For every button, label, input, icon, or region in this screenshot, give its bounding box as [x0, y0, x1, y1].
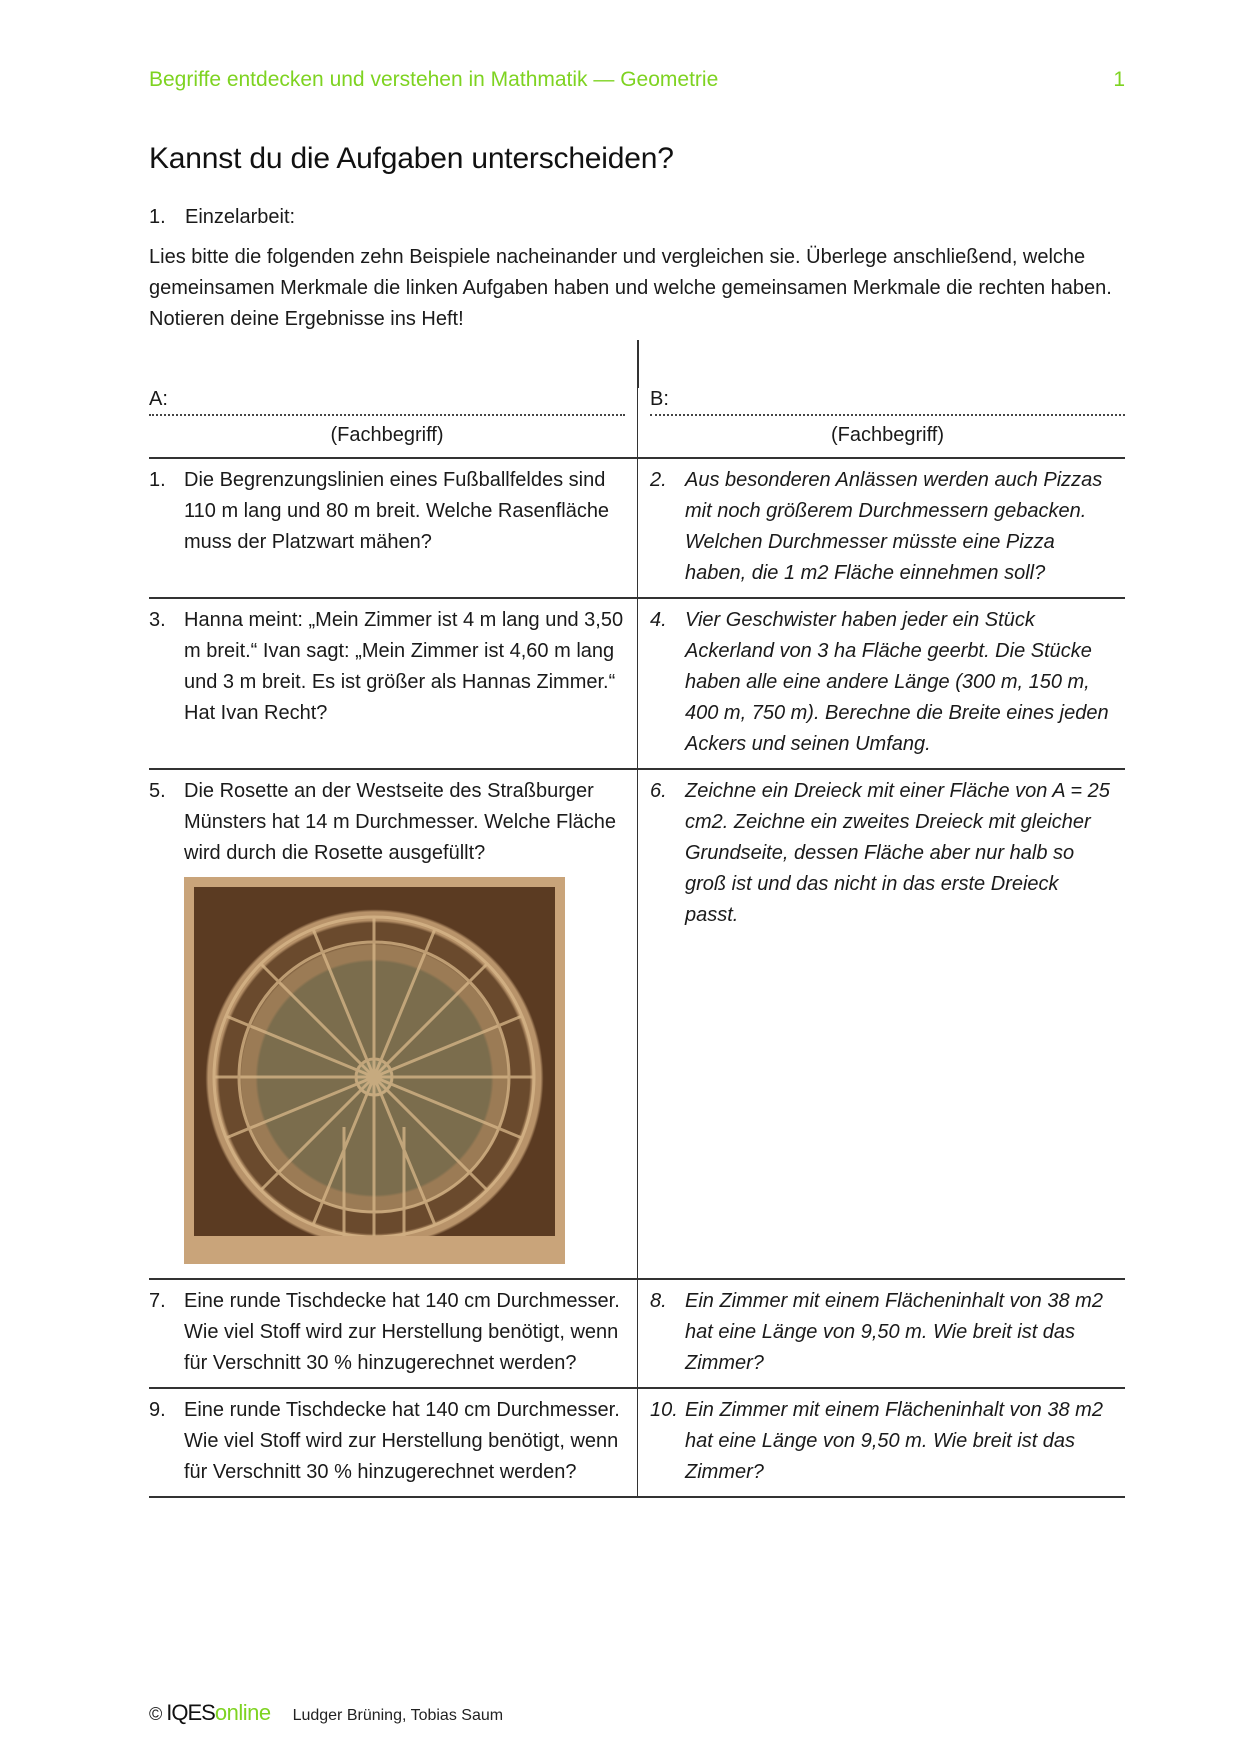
table-row — [149, 1387, 1125, 1498]
table-row — [149, 597, 1125, 768]
task-text: Die Begrenzungslinien eines Fußballfeldes sind 110 m lang und 80 m breit. Welche Rasenfläche muss der Platzwart mähen? — [184, 469, 610, 553]
task-heading — [149, 206, 295, 229]
column-b-label: B: — [650, 388, 669, 410]
task-number: 1. — [149, 469, 166, 491]
task-cell-right — [637, 459, 1125, 597]
comparison-table — [149, 340, 1125, 1498]
task-number: 8. — [650, 1290, 667, 1312]
table-row — [149, 457, 1125, 597]
task-number: 4. — [650, 609, 667, 631]
task-cell-right — [637, 599, 1125, 768]
task-number: 6. — [650, 780, 667, 802]
task-number: 3. — [149, 609, 166, 631]
task-text: Eine runde Tischdecke hat 140 cm Durchmesser. Wie viel Stoff wird zur Herstellung benötigt, wenn für Verschnitt 30 % hinzugerechnet werden? — [184, 1399, 620, 1483]
task-label: Einzelarbeit: — [185, 206, 296, 228]
task-cell-right — [637, 770, 1125, 1278]
task-cell-left — [149, 599, 637, 768]
task-text: Zeichne ein Dreieck mit einer Fläche von A = 25 cm2. Zeichne ein zweites Dreieck mit gleicher Grundseite, dessen Fläche aber nur halb so groß ist und das nicht in das erste Dreieck passt. — [685, 780, 1110, 926]
brand-logo-main: IQES — [166, 1700, 215, 1725]
task-number: 1. — [149, 206, 166, 228]
series-title: Begriffe entdecken und verstehen in Mathmatik — Geometrie — [149, 68, 719, 91]
task-text: Aus besonderen Anlässen werden auch Pizzas mit noch größerem Durchmessern gebacken. Welchen Durchmesser müsste eine Pizza haben, die 1 m2 Fläche einnehmen soll? — [685, 469, 1103, 584]
rose-window-photo — [184, 877, 565, 1264]
table-header-row — [149, 340, 1125, 457]
task-instructions: Lies bitte die folgenden zehn Beispiele nacheinander und vergleichen sie. Überlege anschließend, welche gemeinsamen Merkmale die linken Aufgaben haben und welche gemeinsamen Merkmale die rechten haben. Notieren deine Ergebnisse ins Heft! — [149, 246, 1112, 330]
column-a-caption: (Fachbegriff) — [330, 424, 444, 446]
task-cell-left — [149, 770, 637, 1278]
task-cell-left — [149, 1280, 637, 1387]
task-number: 9. — [149, 1399, 166, 1421]
task-text: Ein Zimmer mit einem Flächeninhalt von 38 m2 hat eine Länge von 9,50 m. Wie breit ist das Zimmer? — [685, 1290, 1103, 1374]
task-text: Die Rosette an der Westseite des Straßburger Münsters hat 14 m Durchmesser. Welche Fläche wird durch die Rosette ausgefüllt? — [184, 780, 617, 864]
page-number: 1 — [1113, 68, 1125, 91]
authors: Ludger Brüning, Tobias Saum — [292, 1707, 504, 1724]
page-title: Kannst du die Aufgaben unterscheiden? — [149, 142, 674, 175]
task-text: Eine runde Tischdecke hat 140 cm Durchmesser. Wie viel Stoff wird zur Herstellung benötigt, wenn für Verschnitt 30 % hinzugerechnet werden? — [184, 1290, 620, 1374]
header-cell-b — [637, 340, 1125, 457]
brand-logo-sub: online — [214, 1700, 271, 1725]
task-cell-left — [149, 459, 637, 597]
task-number: 10. — [650, 1399, 678, 1421]
header-cell-a — [149, 340, 637, 457]
page-footer — [149, 1700, 503, 1726]
page-header — [149, 68, 1129, 92]
task-number: 2. — [650, 469, 667, 491]
copyright-icon: © — [149, 1704, 163, 1724]
task-number: 5. — [149, 780, 166, 802]
task-cell-right — [637, 1280, 1125, 1387]
column-b-caption: (Fachbegriff) — [830, 424, 944, 446]
task-text: Ein Zimmer mit einem Flächeninhalt von 38 m2 hat eine Länge von 9,50 m. Wie breit ist das Zimmer? — [685, 1399, 1103, 1483]
column-a-label: A: — [149, 388, 168, 410]
table-row — [149, 768, 1125, 1278]
photo-frame — [184, 877, 565, 1264]
task-number: 7. — [149, 1290, 166, 1312]
table-row — [149, 1278, 1125, 1387]
task-cell-right — [637, 1389, 1125, 1496]
task-text: Vier Geschwister haben jeder ein Stück Ackerland von 3 ha Fläche geerbt. Die Stücke haben alle eine andere Länge (300 m, 150 m, 400 m, 750 m). Berechne die Breite eines jeden Ackers und seinen Umfang. — [685, 609, 1109, 755]
task-cell-left — [149, 1389, 637, 1496]
task-text: Hanna meint: „Mein Zimmer ist 4 m lang und 3,50 m breit.“ Ivan sagt: „Mein Zimmer ist 4,60 m lang und 3 m breit. Es ist größer als Hannas Zimmer.“ Hat Ivan Recht? — [184, 609, 624, 724]
